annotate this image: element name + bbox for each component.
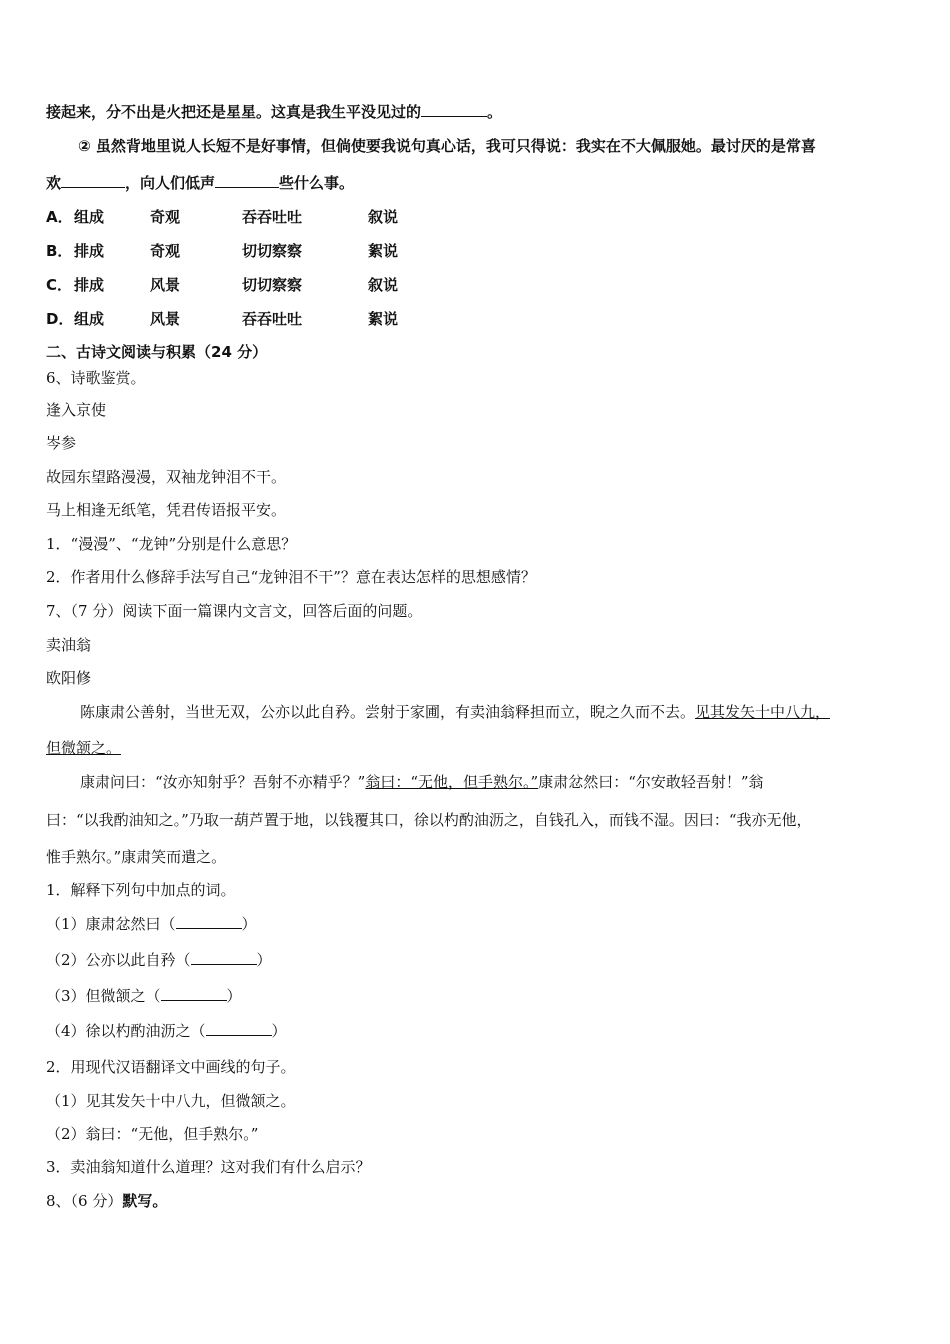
answer-blank[interactable] — [61, 173, 125, 188]
passage-text: 康肃忿然曰：“尔安敢轻吾射！”翁 — [538, 773, 764, 791]
passage-para2-line2: 曰：“以我酌油知之。”乃取一葫芦置于地，以钱覆其口，徐以杓酌油沥之，自钱孔入，而钱不湿。因曰：“我亦无他， — [46, 811, 812, 829]
q5-line2: ② 虽然背地里说人长短不是好事情，但倘使要我说句真心话，我可只得说：我实在不大佩服她。最讨厌的是常喜 — [78, 137, 816, 155]
answer-blank[interactable] — [191, 950, 257, 965]
q8-title — [46, 1191, 167, 1211]
q6-sub2: 2．作者用什么修辞手法写自己“龙钟泪不干”？意在表达怎样的思想感情？ — [46, 568, 536, 586]
option-word: 吞吞吐吐 — [242, 310, 303, 328]
poem-line-1: 故园东望路漫漫，双袖龙钟泪不干。 — [46, 468, 287, 486]
q5-line3-b: ，向人们低声 — [125, 174, 216, 192]
option-label: A． — [46, 208, 73, 226]
q7-sub1-item-3 — [46, 986, 242, 1006]
poem-line-2: 马上相逢无纸笔，凭君传语报平安。 — [46, 501, 287, 519]
q7-sub1-title: 1．解释下列句中加点的词。 — [46, 881, 236, 899]
text-author: 欧阳修 — [46, 669, 92, 687]
passage-text: 康肃问曰：“汝亦知射乎？吾射不亦精乎？” — [80, 773, 366, 791]
item-end: ） — [256, 951, 272, 969]
item-text: （1）康肃忿然曰（ — [46, 915, 176, 933]
q5-line1-text: 接起来，分不出是火把还是星星。这真是我生平没见过的 — [46, 103, 422, 121]
option-word: 切切察察 — [242, 242, 303, 260]
q7-sub2-item-2: （2）翁曰：“无他，但手熟尔。” — [46, 1125, 259, 1143]
option-word: 切切察察 — [242, 276, 303, 294]
q7-sub1-item-4 — [46, 1021, 287, 1041]
option-word: 叙说 — [368, 208, 399, 226]
option-word: 风景 — [150, 310, 181, 328]
q6-sub1: 1．“漫漫”、“龙钟”分别是什么意思？ — [46, 535, 297, 553]
q8-instruction: 默写。 — [122, 1192, 168, 1210]
poem-author: 岑参 — [46, 434, 77, 452]
q7-sub1-item-2 — [46, 950, 272, 970]
option-word: 絮说 — [368, 242, 399, 260]
q7-sub1-item-1 — [46, 914, 257, 934]
section-heading: 二、古诗文阅读与积累（24 分） — [46, 343, 268, 361]
option-word: 吞吞吐吐 — [242, 208, 303, 226]
option-word: 奇观 — [150, 242, 181, 260]
item-text: （4）徐以杓酌油沥之（ — [46, 1022, 206, 1040]
text-title: 卖油翁 — [46, 636, 92, 654]
passage-para1-line1 — [80, 702, 830, 722]
item-end: ） — [241, 915, 257, 933]
item-text: （3）但微颔之（ — [46, 987, 161, 1005]
option-word: 叙说 — [368, 276, 399, 294]
q5-line1 — [46, 102, 502, 122]
q8-prefix: 8、（6 分） — [46, 1192, 123, 1210]
option-word: 组成 — [74, 310, 105, 328]
item-end: ） — [226, 987, 242, 1005]
q7-sub2-item-1: （1）见其发矢十中八九，但微颔之。 — [46, 1092, 296, 1110]
underlined-sentence: 见其发矢十中八九， — [695, 703, 831, 721]
option-label: C． — [46, 276, 73, 294]
option-label: D． — [46, 310, 74, 328]
poem-title: 逢入京使 — [46, 401, 107, 419]
underlined-sentence: 但微颔之。 — [46, 739, 122, 757]
answer-blank[interactable] — [161, 986, 227, 1001]
q7-sub2-title: 2．用现代汉语翻译文中画线的句子。 — [46, 1058, 296, 1076]
option-word: 奇观 — [150, 208, 181, 226]
q5-line3-a: 欢 — [46, 174, 62, 192]
option-word: 排成 — [74, 242, 105, 260]
q5-line1-end: 。 — [487, 103, 503, 121]
q7-title: 7、（7 分）阅读下面一篇课内文言文，回答后面的问题。 — [46, 602, 423, 620]
q5-line3-c: 些什么事。 — [279, 174, 355, 192]
passage-para1-line2 — [46, 738, 121, 758]
passage-text: 陈康肃公善射，当世无双，公亦以此自矜。尝射于家圃，有卖油翁释担而立，睨之久而不去。 — [80, 703, 696, 721]
option-word: 风景 — [150, 276, 181, 294]
option-word: 排成 — [74, 276, 105, 294]
option-word: 组成 — [74, 208, 105, 226]
answer-blank[interactable] — [176, 914, 242, 929]
answer-blank[interactable] — [206, 1021, 272, 1036]
item-end: ） — [271, 1022, 287, 1040]
item-text: （2）公亦以此自矜（ — [46, 951, 191, 969]
option-word: 絮说 — [368, 310, 399, 328]
passage-para2-line3: 惟手熟尔。”康肃笑而遣之。 — [46, 848, 227, 866]
q6-title: 6、诗歌鉴赏。 — [46, 369, 146, 387]
answer-blank[interactable] — [215, 173, 279, 188]
q7-sub3: 3．卖油翁知道什么道理？这对我们有什么启示？ — [46, 1158, 371, 1176]
option-label: B． — [46, 242, 73, 260]
underlined-sentence: 翁曰：“无他，但手熟尔。” — [365, 773, 539, 791]
passage-para2-line1 — [80, 772, 764, 792]
q5-line3 — [46, 173, 354, 193]
answer-blank[interactable] — [421, 102, 487, 117]
